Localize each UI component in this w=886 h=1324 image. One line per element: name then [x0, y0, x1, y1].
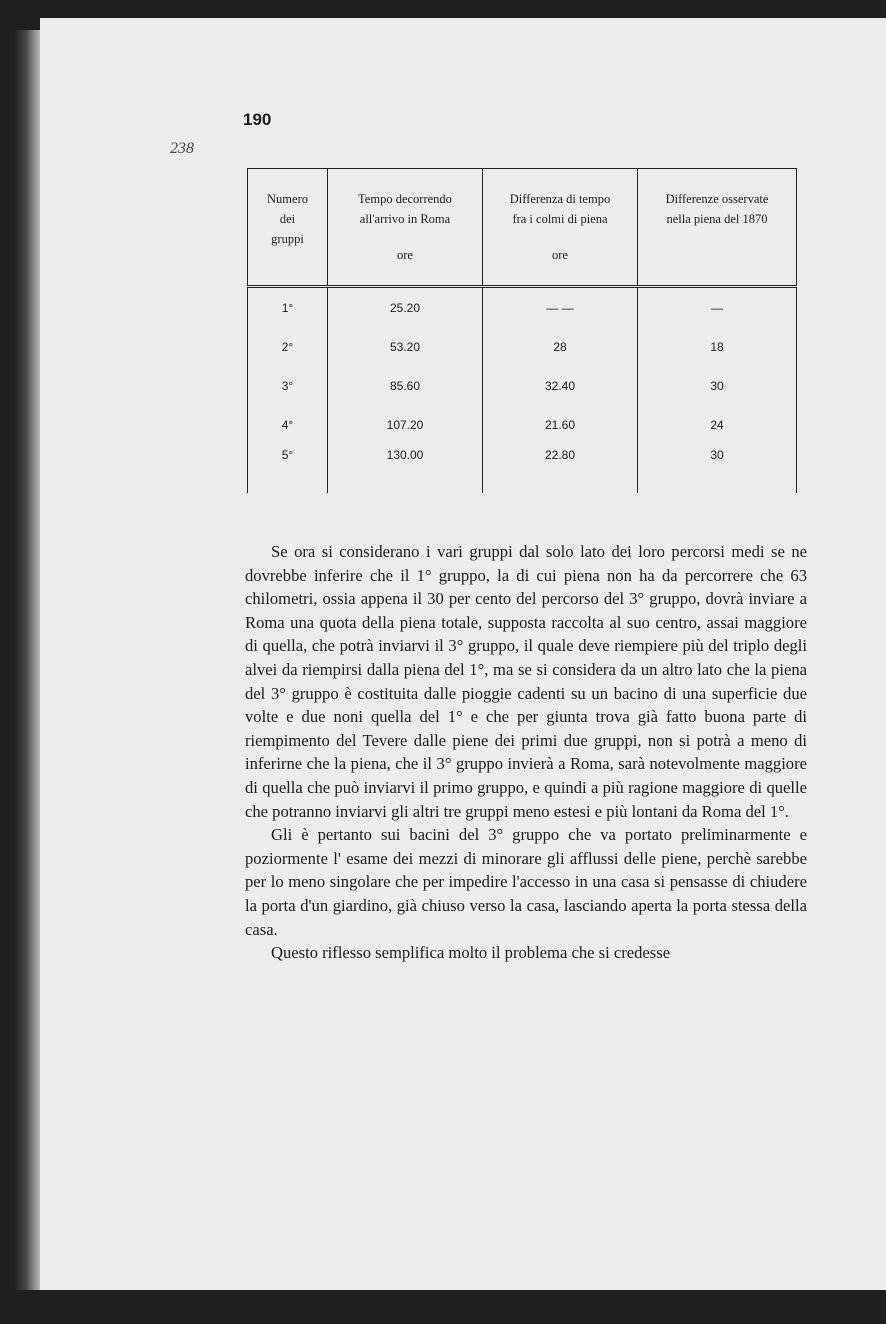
- table-cell: 30: [638, 444, 797, 493]
- table-cell: 130.00: [328, 444, 483, 493]
- table-cell: 32.40: [483, 366, 638, 405]
- header-unit: ore: [552, 248, 568, 262]
- header-line: dei: [279, 212, 296, 226]
- header-unit: ore: [397, 248, 413, 262]
- header-line: gruppi: [271, 232, 304, 246]
- header-line: Numero: [267, 192, 308, 206]
- data-table: [247, 168, 797, 493]
- table-cell: — —: [483, 287, 638, 328]
- table-row: [248, 405, 797, 444]
- table-cell: 107.20: [328, 405, 483, 444]
- table-cell: 24: [638, 405, 797, 444]
- header-line: Tempo decorrendo: [358, 192, 452, 206]
- table-cell: —: [638, 287, 797, 328]
- table-cell: 25.20: [328, 287, 483, 328]
- header-line: Differenze osservate: [665, 192, 769, 206]
- header-line: Differenza di tempo: [509, 192, 611, 206]
- header-line: all'arrivo in Roma: [359, 212, 451, 226]
- table-cell: 1°: [248, 287, 328, 328]
- header-line: nella piena del 1870: [666, 212, 768, 226]
- table-row: [248, 444, 797, 493]
- handwritten-margin-note: 238: [170, 140, 194, 157]
- header-line: fra i colmi di piena: [512, 212, 608, 226]
- table-cell: 4°: [248, 405, 328, 444]
- table-row: [248, 366, 797, 405]
- table-header-row: [248, 169, 797, 287]
- paragraph: Se ora si considerano i vari gruppi dal solo lato dei loro percorsi medi se ne dovrebbe inferire che il 1° gruppo, la di cui piena non ha da percorrere che 63 chilometri, ossia appena il 30 per cento del percorso del 3° gruppo, dovrà inviare a Roma una quota della piena totale, supposta raccolta al suo centro, assai maggiore di quella, che potrà inviarvi il 3° gruppo, il quale deve riempiere più del triplo degli alvei da riempirsi dalla piena del 1°, ma se si considera da un altro lato che la piena del 3° gruppo è costituita dalle pioggie cadenti su un bacino di una superficie due volte e due noni quella del 1° e che per giunta trova già fatto buona parte di riempimento del Tevere dalle piene dei primi due gruppi, non si potrà a meno di inferirne che la piena, che il 3° gruppo invierà a Roma, sarà notevolmente maggiore di quella che può inviarvi il primo gruppo, e quindi a più ragione maggiore di quelle che potranno inviarvi gli altri tre gruppi meno estesi e più lontani da Roma del 1°.: [245, 542, 807, 821]
- table-cell: 53.20: [328, 327, 483, 366]
- table-cell: 2°: [248, 327, 328, 366]
- paragraph: Questo riflesso semplifica molto il problema che si credesse: [271, 943, 671, 963]
- paragraph: Gli è pertanto sui bacini del 3° gruppo che va portato preliminarmente e poziormente l' esame dei mezzi di minorare gli afflussi delle piene, perchè sarebbe per lo meno singolare che per impedire l'accesso in una casa si pensasse di chiudere la porta d'un giardino, già chiuso verso la casa, lasciando aperta la porta stessa della casa.: [245, 825, 807, 939]
- header-group-number: [248, 169, 328, 287]
- table-cell: 21.60: [483, 405, 638, 444]
- table-cell: 85.60: [328, 366, 483, 405]
- table-row: [248, 287, 797, 328]
- table-row: [248, 327, 797, 366]
- scan-border-bottom: [0, 1290, 886, 1324]
- table-cell: 5°: [248, 444, 328, 493]
- header-observed-differences: [638, 169, 797, 287]
- table-cell: 18: [638, 327, 797, 366]
- table-cell: 22.80: [483, 444, 638, 493]
- table-cell: 3°: [248, 366, 328, 405]
- header-arrival-time: [328, 169, 483, 287]
- page-number: 190: [243, 110, 272, 129]
- table-cell: 28: [483, 327, 638, 366]
- body-text: [245, 540, 807, 965]
- header-time-difference: [483, 169, 638, 287]
- table-cell: 30: [638, 366, 797, 405]
